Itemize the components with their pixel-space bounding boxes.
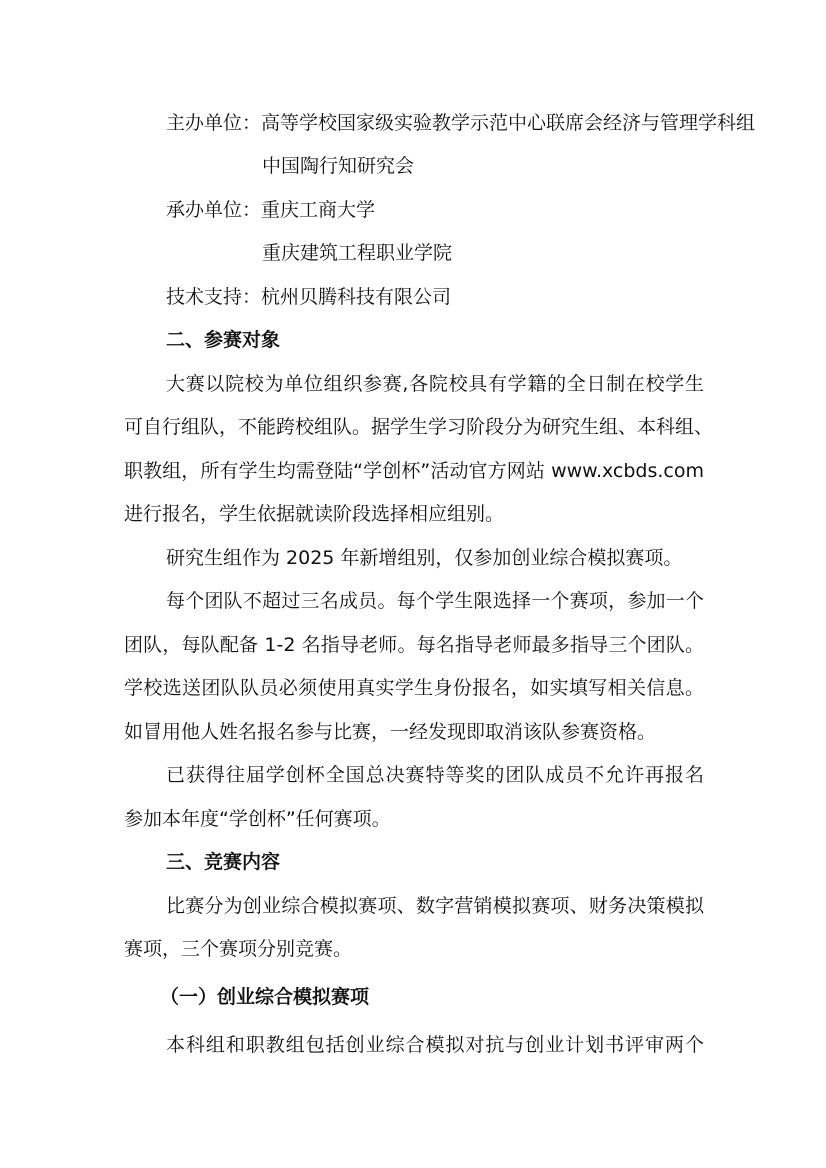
host-org-2: 中国陶行知研究会	[262, 155, 415, 177]
section-3-heading: 三、竞赛内容	[166, 851, 281, 873]
host-label: 主办单位：	[166, 112, 262, 134]
section-2-heading: 二、参赛对象	[166, 329, 281, 351]
undertake-org-2: 重庆建筑工程职业学院	[262, 242, 453, 264]
paragraph-line: 大赛以院校为单位组织参赛,各院校具有学籍的全日制在校学生	[166, 373, 704, 395]
undertake-row	[166, 196, 704, 224]
host-row	[166, 109, 756, 137]
paragraph-line: 学校选送团队队员必须使用真实学生身份报名，如实填写相关信息。	[124, 677, 704, 699]
paragraph-line: 进行报名，学生依据就读阶段选择相应组别。	[124, 503, 505, 525]
paragraph-line: 本科组和职教组包括创业综合模拟对抗与创业计划书评审两个	[166, 1034, 704, 1056]
tech-row	[166, 283, 704, 311]
paragraph-line: 每个团队不超过三名成员。每个学生限选择一个赛项，参加一个	[166, 590, 704, 612]
paragraph-line: 团队，每队配备 1-2 名指导老师。每名指导老师最多指导三个团队。	[124, 634, 704, 656]
paragraph-line: 比赛分为创业综合模拟赛项、数字营销模拟赛项、财务决策模拟	[166, 895, 704, 917]
undertake-label: 承办单位：	[166, 199, 262, 221]
paragraph-line: 研究生组作为 2025 年新增组别，仅参加创业综合模拟赛项。	[166, 547, 683, 569]
undertake-org-1: 重庆工商大学	[261, 199, 376, 221]
paragraph-line: 如冒用他人姓名报名参与比赛，一经发现即取消该队参赛资格。	[124, 721, 657, 743]
subsection-heading: （一）创业综合模拟赛项	[160, 986, 370, 1008]
tech-label: 技术支持：	[166, 286, 262, 308]
paragraph-line: 职教组，所有学生均需登陆“学创杯”活动官方网站 www.xcbds.com	[124, 460, 704, 482]
paragraph-line: 可自行组队，不能跨校组队。据学生学习阶段分为研究生组、本科组、	[124, 416, 714, 438]
paragraph-line: 赛项，三个赛项分别竞赛。	[124, 938, 353, 960]
paragraph-line: 参加本年度“学创杯”任何赛项。	[124, 808, 391, 830]
tech-org: 杭州贝腾科技有限公司	[261, 286, 452, 308]
paragraph-line: 已获得往届学创杯全国总决赛特等奖的团队成员不允许再报名	[166, 764, 704, 786]
host-org-1: 高等学校国家级实验教学示范中心联席会经济与管理学科组	[261, 112, 756, 134]
